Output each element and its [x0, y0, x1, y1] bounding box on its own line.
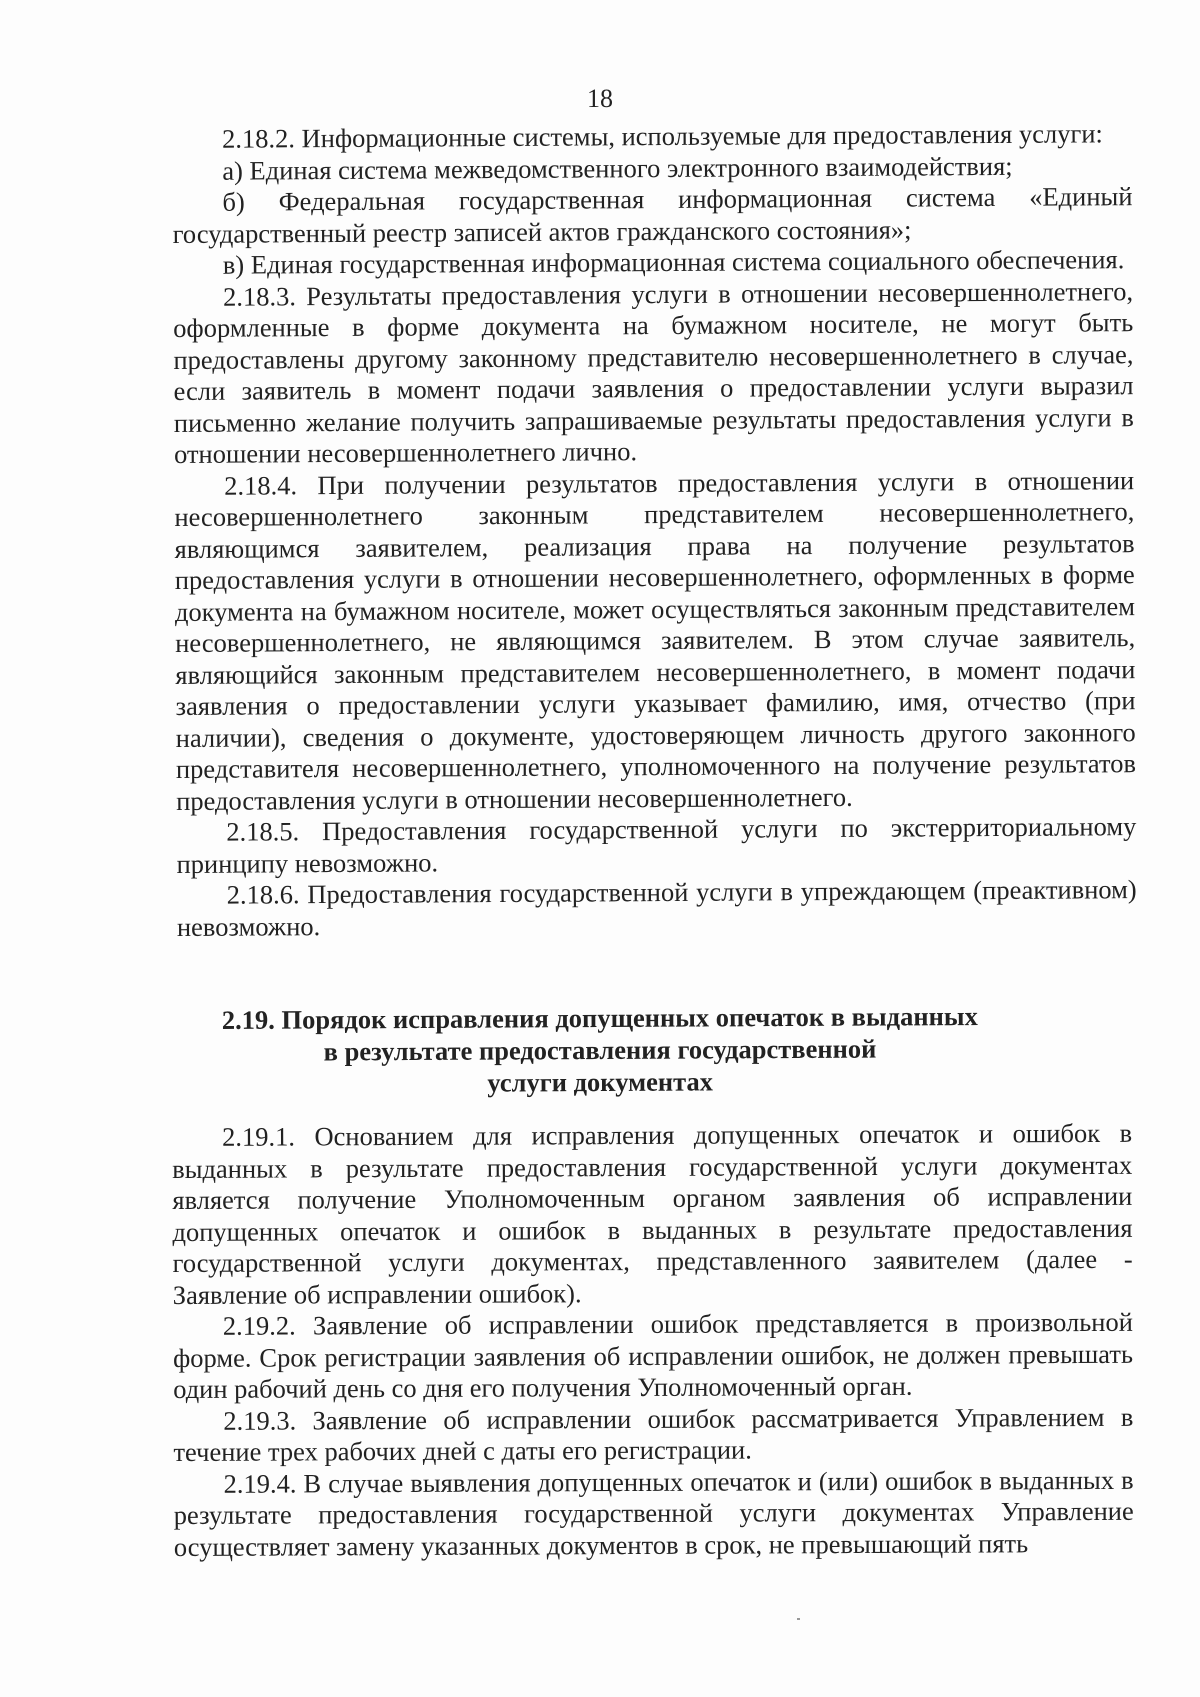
- paragraph-2-19-3: 2.19.3. Заявление об исправлении ошибок рассматривается Управлением в течение трех рабочих дней с даты его регистрации.: [173, 1401, 1134, 1467]
- paragraph-2-19-2: 2.19.2. Заявление об исправлении ошибок представляется в произвольной форме. Срок регистрации заявления об исправлении ошибок, не должен превышать один рабочий день со дня его получения Уполномоченный орган.: [172, 1306, 1134, 1404]
- page-number: 18: [587, 84, 613, 113]
- section-heading-2-19: [200, 1000, 1000, 1100]
- list-item-v: в) Единая государственная информационная система социального обеспечения.: [222, 244, 1125, 280]
- paragraph-2-18-5: 2.18.5. Предоставления государственной услуги по экстерриториальному принципу невозможно.: [176, 811, 1137, 879]
- paragraph-2-18-2: 2.18.2. Информационные системы, используемые для предоставления услуги:: [221, 118, 1103, 154]
- section-2-18-text: [172, 118, 1137, 943]
- paragraph-2-18-6: 2.18.6. Предоставления государственной услуги в упреждающем (преактивном) невозможно.: [176, 874, 1137, 942]
- paragraph-2-18-3: 2.18.3. Результаты предоставления услуги в отношении несовершеннолетнего, оформленные в форме документа на бумажном носителе, не могут быть предоставлены другому законному представителю несовершеннолетнего в случае, если заявитель в момент подачи заявления о предоставлении услуги выразил письменно желание получить запрашиваемые результаты предоставления услуги в отношении несовершеннолетнего лично.: [173, 275, 1134, 469]
- heading-line-3: услуги документах: [487, 1066, 714, 1098]
- section-2-19-text: [172, 1118, 1134, 1563]
- list-item-a: а) Единая система межведомственного электронного взаимодействия;: [222, 150, 1013, 186]
- list-item-b: б) Федеральная государственная информационная система «Единый государственный реестр записей актов гражданского состояния»;: [172, 181, 1133, 249]
- scan-speck: [797, 1618, 800, 1620]
- heading-line-2: в результате предоставления государственной: [323, 1033, 877, 1067]
- paragraph-2-18-4: 2.18.4. При получении результатов предоставления услуги в отношении несовершеннолетнего законным представителем несовершеннолетнего, являющимся заявителем, реализация права на получение результатов предоставления услуги в отношении несовершеннолетнего, оформленных в форме документа на бумажном носителе, может осуществляться законным представителем несовершеннолетнего, не являющимся заявителем. В этом случае заявитель, являющийся законным представителем несовершеннолетнего, в момент подачи заявления о предоставлении услуги указывает фамилию, имя, отчество (при наличии), сведения о документе, удостоверяющем личность другого законного представителя несовершеннолетнего, уполномоченного на получение результатов предоставления услуги в отношении несовершеннолетнего.: [174, 464, 1137, 816]
- paragraph-2-19-4: 2.19.4. В случае выявления допущенных опечаток и (или) ошибок в выданных в результате предоставления государственной услуги документах Управление осуществляет замену указанных документов в срок, не превышающий пять: [173, 1464, 1134, 1562]
- heading-line-1: 2.19. Порядок исправления допущенных опечаток в выданных: [221, 1001, 978, 1035]
- paragraph-2-19-1: 2.19.1. Основанием для исправления допущенных опечаток и ошибок в выданных в результате предоставления государственной услуги документах является получение Уполномоченным органом заявления об исправлении допущенных опечаток и ошибок в выданных в результате предоставления государственной услуги документах, представленного заявителем (далее - Заявление об исправлении ошибок).: [172, 1117, 1133, 1310]
